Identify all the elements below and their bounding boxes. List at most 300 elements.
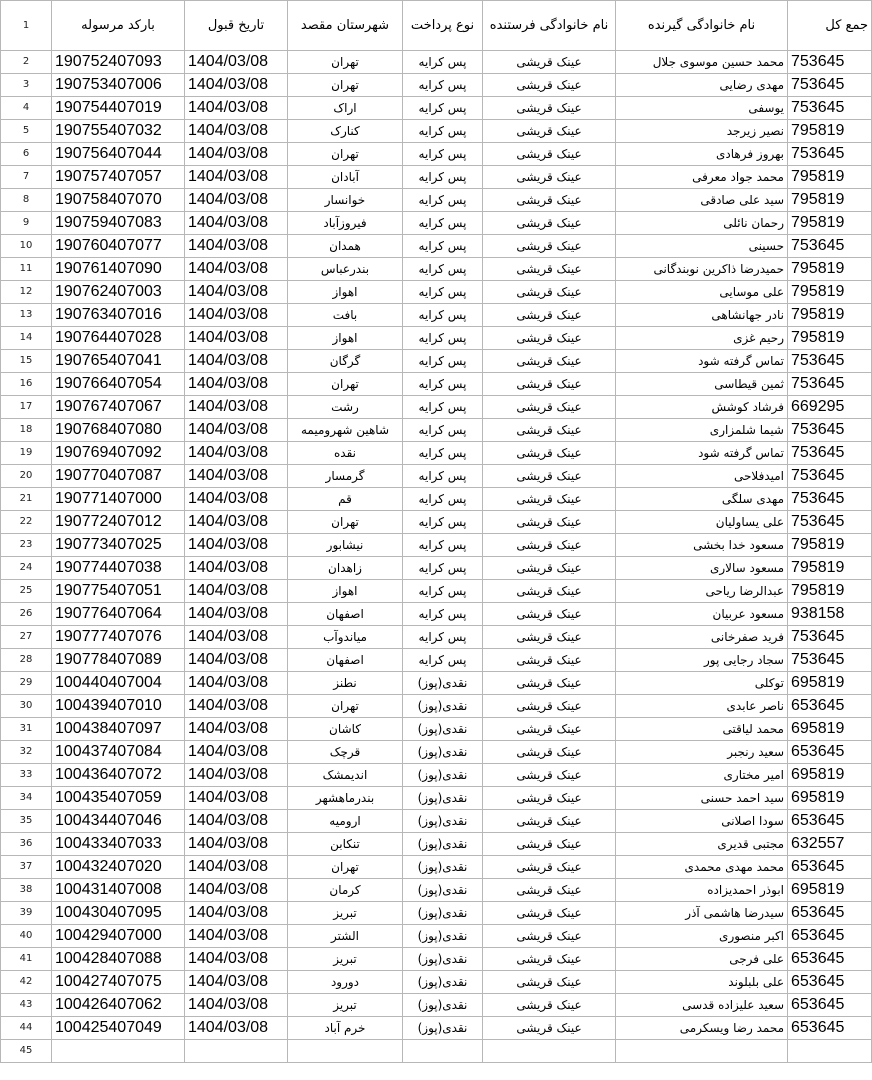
total-cell[interactable]: 695819 (788, 672, 872, 695)
sender-name-cell[interactable]: عینک قریشی (483, 1017, 616, 1040)
barcode-cell[interactable]: 190756407044 (52, 143, 185, 166)
destination-city-cell[interactable]: قرچک (288, 741, 403, 764)
accept-date-cell[interactable]: 1404/03/08 (185, 879, 288, 902)
barcode-cell[interactable]: 190775407051 (52, 580, 185, 603)
row-number-cell[interactable]: 22 (1, 511, 52, 534)
destination-city-cell[interactable]: میاندوآب (288, 626, 403, 649)
sender-name-cell[interactable]: عینک قریشی (483, 304, 616, 327)
receiver-name-cell[interactable]: امیر مختاری (616, 764, 788, 787)
total-cell[interactable]: 653645 (788, 971, 872, 994)
receiver-name-cell[interactable]: رحمان نائلی (616, 212, 788, 235)
total-cell[interactable]: 753645 (788, 626, 872, 649)
payment-type-cell[interactable]: نقدی(پوز) (403, 856, 483, 879)
row-number-cell[interactable]: 8 (1, 189, 52, 212)
accept-date-cell[interactable]: 1404/03/08 (185, 97, 288, 120)
sender-name-cell[interactable]: عینک قریشی (483, 281, 616, 304)
destination-city-cell[interactable]: گرگان (288, 350, 403, 373)
total-cell[interactable]: 795819 (788, 281, 872, 304)
total-cell[interactable]: 753645 (788, 74, 872, 97)
accept-date-cell[interactable]: 1404/03/08 (185, 626, 288, 649)
barcode-cell[interactable]: 190765407041 (52, 350, 185, 373)
destination-city-cell[interactable]: کاشان (288, 718, 403, 741)
payment-type-cell[interactable]: پس کرایه (403, 603, 483, 626)
total-cell[interactable]: 653645 (788, 902, 872, 925)
payment-type-cell[interactable]: نقدی(پوز) (403, 787, 483, 810)
row-number-cell[interactable]: 32 (1, 741, 52, 764)
receiver-name-cell[interactable]: علی یساولیان (616, 511, 788, 534)
payment-type-cell[interactable]: پس کرایه (403, 327, 483, 350)
barcode-cell[interactable]: 190770407087 (52, 465, 185, 488)
destination-city-cell[interactable]: کرمان (288, 879, 403, 902)
payment-type-cell[interactable]: پس کرایه (403, 626, 483, 649)
sender-name-cell[interactable]: عینک قریشی (483, 51, 616, 74)
receiver-name-cell[interactable]: علی فرجی (616, 948, 788, 971)
row-number-cell[interactable]: 30 (1, 695, 52, 718)
sender-name-cell[interactable]: عینک قریشی (483, 925, 616, 948)
header-barcode[interactable]: بارکد مرسوله (52, 1, 185, 51)
accept-date-cell[interactable]: 1404/03/08 (185, 764, 288, 787)
destination-city-cell[interactable]: خرم آباد (288, 1017, 403, 1040)
payment-type-cell[interactable]: نقدی(پوز) (403, 741, 483, 764)
total-cell[interactable]: 795819 (788, 304, 872, 327)
payment-type-cell[interactable]: پس کرایه (403, 373, 483, 396)
total-cell[interactable]: 695819 (788, 787, 872, 810)
destination-city-cell[interactable]: تهران (288, 511, 403, 534)
destination-city-cell[interactable]: همدان (288, 235, 403, 258)
sender-name-cell[interactable]: عینک قریشی (483, 212, 616, 235)
total-cell[interactable]: 795819 (788, 258, 872, 281)
receiver-name-cell[interactable]: عبدالرضا ریاحی (616, 580, 788, 603)
total-cell[interactable]: 795819 (788, 120, 872, 143)
total-cell[interactable]: 753645 (788, 51, 872, 74)
total-cell[interactable]: 695819 (788, 718, 872, 741)
receiver-name-cell[interactable]: سیدرضا هاشمی آذر (616, 902, 788, 925)
sender-name-cell[interactable]: عینک قریشی (483, 235, 616, 258)
destination-city-cell[interactable]: نقده (288, 442, 403, 465)
barcode-cell[interactable]: 190763407016 (52, 304, 185, 327)
barcode-cell[interactable]: 190776407064 (52, 603, 185, 626)
barcode-cell[interactable]: 100432407020 (52, 856, 185, 879)
row-number-cell[interactable]: 20 (1, 465, 52, 488)
receiver-name-cell[interactable]: یوسفی (616, 97, 788, 120)
receiver-name-cell[interactable]: سید علی صادقی (616, 189, 788, 212)
payment-type-cell[interactable]: پس کرایه (403, 120, 483, 143)
row-number-cell[interactable]: 16 (1, 373, 52, 396)
accept-date-cell[interactable]: 1404/03/08 (185, 465, 288, 488)
receiver-name-cell[interactable]: علی بلبلوند (616, 971, 788, 994)
barcode-cell[interactable]: 190768407080 (52, 419, 185, 442)
payment-type-cell[interactable]: نقدی(پوز) (403, 672, 483, 695)
destination-city-cell[interactable]: تنکابن (288, 833, 403, 856)
accept-date-cell[interactable]: 1404/03/08 (185, 994, 288, 1017)
payment-type-cell[interactable]: پس کرایه (403, 649, 483, 672)
sender-name-cell[interactable]: عینک قریشی (483, 557, 616, 580)
barcode-cell[interactable]: 100429407000 (52, 925, 185, 948)
empty-cell[interactable] (52, 1040, 185, 1063)
accept-date-cell[interactable]: 1404/03/08 (185, 235, 288, 258)
destination-city-cell[interactable]: نیشابور (288, 534, 403, 557)
payment-type-cell[interactable]: پس کرایه (403, 97, 483, 120)
row-number-cell[interactable]: 25 (1, 580, 52, 603)
barcode-cell[interactable]: 190774407038 (52, 557, 185, 580)
destination-city-cell[interactable]: اهواز (288, 327, 403, 350)
total-cell[interactable]: 669295 (788, 396, 872, 419)
sender-name-cell[interactable]: عینک قریشی (483, 373, 616, 396)
total-cell[interactable]: 795819 (788, 189, 872, 212)
accept-date-cell[interactable]: 1404/03/08 (185, 419, 288, 442)
barcode-cell[interactable]: 100437407084 (52, 741, 185, 764)
destination-city-cell[interactable]: تهران (288, 143, 403, 166)
sender-name-cell[interactable]: عینک قریشی (483, 166, 616, 189)
empty-cell[interactable] (185, 1040, 288, 1063)
destination-city-cell[interactable]: تهران (288, 373, 403, 396)
accept-date-cell[interactable]: 1404/03/08 (185, 143, 288, 166)
row-number-cell[interactable]: 40 (1, 925, 52, 948)
accept-date-cell[interactable]: 1404/03/08 (185, 718, 288, 741)
receiver-name-cell[interactable]: سودا اصلانی (616, 810, 788, 833)
sender-name-cell[interactable]: عینک قریشی (483, 350, 616, 373)
destination-city-cell[interactable]: بندرعباس (288, 258, 403, 281)
payment-type-cell[interactable]: نقدی(پوز) (403, 833, 483, 856)
sender-name-cell[interactable]: عینک قریشی (483, 833, 616, 856)
barcode-cell[interactable]: 190769407092 (52, 442, 185, 465)
accept-date-cell[interactable]: 1404/03/08 (185, 1017, 288, 1040)
accept-date-cell[interactable]: 1404/03/08 (185, 948, 288, 971)
accept-date-cell[interactable]: 1404/03/08 (185, 787, 288, 810)
receiver-name-cell[interactable]: مسعود سالاری (616, 557, 788, 580)
receiver-name-cell[interactable]: مسعود عربیان (616, 603, 788, 626)
accept-date-cell[interactable]: 1404/03/08 (185, 741, 288, 764)
total-cell[interactable]: 653645 (788, 994, 872, 1017)
payment-type-cell[interactable]: پس کرایه (403, 488, 483, 511)
payment-type-cell[interactable]: پس کرایه (403, 235, 483, 258)
total-cell[interactable]: 753645 (788, 511, 872, 534)
sender-name-cell[interactable]: عینک قریشی (483, 327, 616, 350)
row-number-cell[interactable]: 18 (1, 419, 52, 442)
accept-date-cell[interactable]: 1404/03/08 (185, 511, 288, 534)
row-number-cell[interactable]: 14 (1, 327, 52, 350)
accept-date-cell[interactable]: 1404/03/08 (185, 281, 288, 304)
payment-type-cell[interactable]: پس کرایه (403, 212, 483, 235)
accept-date-cell[interactable]: 1404/03/08 (185, 189, 288, 212)
barcode-cell[interactable]: 190758407070 (52, 189, 185, 212)
row-number-cell[interactable]: 24 (1, 557, 52, 580)
sender-name-cell[interactable]: عینک قریشی (483, 534, 616, 557)
payment-type-cell[interactable]: نقدی(پوز) (403, 971, 483, 994)
row-number-cell[interactable]: 12 (1, 281, 52, 304)
row-number-cell[interactable]: 10 (1, 235, 52, 258)
payment-type-cell[interactable]: نقدی(پوز) (403, 925, 483, 948)
barcode-cell[interactable]: 190754407019 (52, 97, 185, 120)
row-number-cell[interactable]: 15 (1, 350, 52, 373)
barcode-cell[interactable]: 100431407008 (52, 879, 185, 902)
barcode-cell[interactable]: 100434407046 (52, 810, 185, 833)
sender-name-cell[interactable]: عینک قریشی (483, 396, 616, 419)
accept-date-cell[interactable]: 1404/03/08 (185, 971, 288, 994)
destination-city-cell[interactable]: قم (288, 488, 403, 511)
payment-type-cell[interactable]: پس کرایه (403, 557, 483, 580)
total-cell[interactable]: 753645 (788, 649, 872, 672)
payment-type-cell[interactable]: پس کرایه (403, 166, 483, 189)
barcode-cell[interactable]: 100428407088 (52, 948, 185, 971)
row-number-cell[interactable]: 31 (1, 718, 52, 741)
row-number-cell[interactable]: 13 (1, 304, 52, 327)
receiver-name-cell[interactable]: تماس گرفته شود (616, 442, 788, 465)
destination-city-cell[interactable]: تهران (288, 51, 403, 74)
total-cell[interactable]: 753645 (788, 442, 872, 465)
barcode-cell[interactable]: 190771407000 (52, 488, 185, 511)
empty-cell[interactable] (403, 1040, 483, 1063)
payment-type-cell[interactable]: پس کرایه (403, 74, 483, 97)
sender-name-cell[interactable]: عینک قریشی (483, 626, 616, 649)
barcode-cell[interactable]: 100427407075 (52, 971, 185, 994)
total-cell[interactable]: 938158 (788, 603, 872, 626)
barcode-cell[interactable]: 190772407012 (52, 511, 185, 534)
row-number-cell[interactable]: 29 (1, 672, 52, 695)
accept-date-cell[interactable]: 1404/03/08 (185, 902, 288, 925)
payment-type-cell[interactable]: پس کرایه (403, 534, 483, 557)
sender-name-cell[interactable]: عینک قریشی (483, 649, 616, 672)
sender-name-cell[interactable]: عینک قریشی (483, 810, 616, 833)
accept-date-cell[interactable]: 1404/03/08 (185, 672, 288, 695)
row-number-cell[interactable]: 23 (1, 534, 52, 557)
destination-city-cell[interactable]: اندیمشک (288, 764, 403, 787)
payment-type-cell[interactable]: نقدی(پوز) (403, 695, 483, 718)
header-receiver-name[interactable]: نام خانوادگی گیرنده (616, 1, 788, 51)
destination-city-cell[interactable]: تهران (288, 695, 403, 718)
row-number-cell[interactable]: 44 (1, 1017, 52, 1040)
accept-date-cell[interactable]: 1404/03/08 (185, 120, 288, 143)
receiver-name-cell[interactable]: محمد رضا ویسکرمی (616, 1017, 788, 1040)
receiver-name-cell[interactable]: فرید صفرخانی (616, 626, 788, 649)
destination-city-cell[interactable]: اهواز (288, 580, 403, 603)
destination-city-cell[interactable]: شاهین شهروميمه (288, 419, 403, 442)
row-number-cell[interactable]: 28 (1, 649, 52, 672)
receiver-name-cell[interactable]: فرشاد کوشش (616, 396, 788, 419)
header-payment-type[interactable]: نوع پرداخت (403, 1, 483, 51)
destination-city-cell[interactable]: بندرماهشهر (288, 787, 403, 810)
total-cell[interactable]: 695819 (788, 879, 872, 902)
barcode-cell[interactable]: 190777407076 (52, 626, 185, 649)
accept-date-cell[interactable]: 1404/03/08 (185, 925, 288, 948)
accept-date-cell[interactable]: 1404/03/08 (185, 580, 288, 603)
barcode-cell[interactable]: 100436407072 (52, 764, 185, 787)
sender-name-cell[interactable]: عینک قریشی (483, 764, 616, 787)
total-cell[interactable]: 795819 (788, 534, 872, 557)
accept-date-cell[interactable]: 1404/03/08 (185, 74, 288, 97)
sender-name-cell[interactable]: عینک قریشی (483, 189, 616, 212)
total-cell[interactable]: 653645 (788, 741, 872, 764)
total-cell[interactable]: 795819 (788, 212, 872, 235)
receiver-name-cell[interactable]: سید احمد حسنی (616, 787, 788, 810)
accept-date-cell[interactable]: 1404/03/08 (185, 856, 288, 879)
destination-city-cell[interactable]: ارومیه (288, 810, 403, 833)
receiver-name-cell[interactable]: شیما شلمزاری (616, 419, 788, 442)
total-cell[interactable]: 795819 (788, 580, 872, 603)
total-cell[interactable]: 753645 (788, 465, 872, 488)
header-accept-date[interactable]: تاریخ قبول (185, 1, 288, 51)
sender-name-cell[interactable]: عینک قریشی (483, 902, 616, 925)
row-number-cell[interactable]: 2 (1, 51, 52, 74)
total-cell[interactable]: 653645 (788, 856, 872, 879)
payment-type-cell[interactable]: پس کرایه (403, 419, 483, 442)
receiver-name-cell[interactable]: ثمین قیطاسی (616, 373, 788, 396)
payment-type-cell[interactable]: پس کرایه (403, 304, 483, 327)
row-number-cell[interactable]: 26 (1, 603, 52, 626)
receiver-name-cell[interactable]: حسینی (616, 235, 788, 258)
accept-date-cell[interactable]: 1404/03/08 (185, 695, 288, 718)
receiver-name-cell[interactable]: ابوذر احمدیزاده (616, 879, 788, 902)
payment-type-cell[interactable]: نقدی(پوز) (403, 994, 483, 1017)
total-cell[interactable]: 632557 (788, 833, 872, 856)
row-number-cell[interactable]: 21 (1, 488, 52, 511)
accept-date-cell[interactable]: 1404/03/08 (185, 833, 288, 856)
sender-name-cell[interactable]: عینک قریشی (483, 442, 616, 465)
row-number-cell[interactable]: 9 (1, 212, 52, 235)
destination-city-cell[interactable]: اصفهان (288, 649, 403, 672)
row-number-cell[interactable]: 7 (1, 166, 52, 189)
barcode-cell[interactable]: 190759407083 (52, 212, 185, 235)
receiver-name-cell[interactable]: امیدفلاحی (616, 465, 788, 488)
sender-name-cell[interactable]: عینک قریشی (483, 879, 616, 902)
receiver-name-cell[interactable]: محمد مهدی محمدی (616, 856, 788, 879)
destination-city-cell[interactable]: اصفهان (288, 603, 403, 626)
row-number-cell[interactable]: 43 (1, 994, 52, 1017)
receiver-name-cell[interactable]: مجتبی قدیری (616, 833, 788, 856)
total-cell[interactable]: 753645 (788, 235, 872, 258)
payment-type-cell[interactable]: پس کرایه (403, 143, 483, 166)
payment-type-cell[interactable]: پس کرایه (403, 281, 483, 304)
receiver-name-cell[interactable]: رحیم غزی (616, 327, 788, 350)
accept-date-cell[interactable]: 1404/03/08 (185, 396, 288, 419)
barcode-cell[interactable]: 100426407062 (52, 994, 185, 1017)
row-number-cell[interactable]: 35 (1, 810, 52, 833)
receiver-name-cell[interactable]: نادر جهانشاهی (616, 304, 788, 327)
total-cell[interactable]: 795819 (788, 166, 872, 189)
total-cell[interactable]: 753645 (788, 488, 872, 511)
barcode-cell[interactable]: 190753407006 (52, 74, 185, 97)
accept-date-cell[interactable]: 1404/03/08 (185, 557, 288, 580)
receiver-name-cell[interactable]: سجاد رجایی پور (616, 649, 788, 672)
payment-type-cell[interactable]: نقدی(پوز) (403, 810, 483, 833)
sender-name-cell[interactable]: عینک قریشی (483, 741, 616, 764)
destination-city-cell[interactable]: تهران (288, 74, 403, 97)
receiver-name-cell[interactable]: حمیدرضا ذاکرین نوبندگانی (616, 258, 788, 281)
sender-name-cell[interactable]: عینک قریشی (483, 994, 616, 1017)
row-number-cell[interactable]: 36 (1, 833, 52, 856)
row-number-cell[interactable]: 34 (1, 787, 52, 810)
row-number-cell[interactable]: 41 (1, 948, 52, 971)
total-cell[interactable]: 653645 (788, 1017, 872, 1040)
sender-name-cell[interactable]: عینک قریشی (483, 695, 616, 718)
sender-name-cell[interactable]: عینک قریشی (483, 580, 616, 603)
barcode-cell[interactable]: 190764407028 (52, 327, 185, 350)
receiver-name-cell[interactable]: توکلی (616, 672, 788, 695)
sender-name-cell[interactable]: عینک قریشی (483, 258, 616, 281)
receiver-name-cell[interactable]: اکبر منصوری (616, 925, 788, 948)
row-number-cell[interactable]: 42 (1, 971, 52, 994)
total-cell[interactable]: 653645 (788, 925, 872, 948)
sender-name-cell[interactable]: عینک قریشی (483, 948, 616, 971)
payment-type-cell[interactable]: نقدی(پوز) (403, 1017, 483, 1040)
receiver-name-cell[interactable]: محمد جواد معرفی (616, 166, 788, 189)
header-destination-city[interactable]: شهرستان مقصد (288, 1, 403, 51)
row-number-cell[interactable]: 19 (1, 442, 52, 465)
destination-city-cell[interactable]: تبریز (288, 948, 403, 971)
row-number-cell[interactable]: 17 (1, 396, 52, 419)
sender-name-cell[interactable]: عینک قریشی (483, 672, 616, 695)
barcode-cell[interactable]: 190755407032 (52, 120, 185, 143)
payment-type-cell[interactable]: نقدی(پوز) (403, 879, 483, 902)
empty-cell[interactable] (483, 1040, 616, 1063)
total-cell[interactable]: 753645 (788, 419, 872, 442)
barcode-cell[interactable]: 100438407097 (52, 718, 185, 741)
payment-type-cell[interactable]: نقدی(پوز) (403, 902, 483, 925)
barcode-cell[interactable]: 190762407003 (52, 281, 185, 304)
barcode-cell[interactable]: 190761407090 (52, 258, 185, 281)
sender-name-cell[interactable]: عینک قریشی (483, 787, 616, 810)
payment-type-cell[interactable]: پس کرایه (403, 580, 483, 603)
accept-date-cell[interactable]: 1404/03/08 (185, 442, 288, 465)
payment-type-cell[interactable]: پس کرایه (403, 189, 483, 212)
receiver-name-cell[interactable]: سعید علیزاده قدسی (616, 994, 788, 1017)
total-cell[interactable]: 653645 (788, 810, 872, 833)
receiver-name-cell[interactable]: محمد حسین موسوی جلال (616, 51, 788, 74)
receiver-name-cell[interactable]: محمد لیاقتی (616, 718, 788, 741)
destination-city-cell[interactable]: زاهدان (288, 557, 403, 580)
barcode-cell[interactable]: 100425407049 (52, 1017, 185, 1040)
row-number-cell[interactable]: 45 (1, 1040, 52, 1063)
row-number-cell[interactable]: 38 (1, 879, 52, 902)
barcode-cell[interactable]: 100430407095 (52, 902, 185, 925)
header-total[interactable]: جمع کل (788, 1, 872, 51)
sender-name-cell[interactable]: عینک قریشی (483, 120, 616, 143)
payment-type-cell[interactable]: پس کرایه (403, 465, 483, 488)
sender-name-cell[interactable]: عینک قریشی (483, 143, 616, 166)
destination-city-cell[interactable]: بافت (288, 304, 403, 327)
destination-city-cell[interactable]: کنارک (288, 120, 403, 143)
sender-name-cell[interactable]: عینک قریشی (483, 465, 616, 488)
receiver-name-cell[interactable]: بهروز فرهادی (616, 143, 788, 166)
empty-cell[interactable] (616, 1040, 788, 1063)
payment-type-cell[interactable]: پس کرایه (403, 396, 483, 419)
barcode-cell[interactable]: 100440407004 (52, 672, 185, 695)
receiver-name-cell[interactable]: علی موسایی (616, 281, 788, 304)
barcode-cell[interactable]: 190760407077 (52, 235, 185, 258)
destination-city-cell[interactable]: اهواز (288, 281, 403, 304)
accept-date-cell[interactable]: 1404/03/08 (185, 603, 288, 626)
accept-date-cell[interactable]: 1404/03/08 (185, 51, 288, 74)
destination-city-cell[interactable]: اراک (288, 97, 403, 120)
receiver-name-cell[interactable]: سعید رنجبر (616, 741, 788, 764)
row-number-cell[interactable]: 4 (1, 97, 52, 120)
receiver-name-cell[interactable]: نصیر زیرجد (616, 120, 788, 143)
total-cell[interactable]: 653645 (788, 948, 872, 971)
row-number-cell[interactable]: 37 (1, 856, 52, 879)
accept-date-cell[interactable]: 1404/03/08 (185, 373, 288, 396)
destination-city-cell[interactable]: رشت (288, 396, 403, 419)
accept-date-cell[interactable]: 1404/03/08 (185, 488, 288, 511)
barcode-cell[interactable]: 190778407089 (52, 649, 185, 672)
header-sender-name[interactable]: نام خانوادگی فرستنده (483, 1, 616, 51)
payment-type-cell[interactable]: پس کرایه (403, 258, 483, 281)
accept-date-cell[interactable]: 1404/03/08 (185, 166, 288, 189)
sender-name-cell[interactable]: عینک قریشی (483, 856, 616, 879)
sender-name-cell[interactable]: عینک قریشی (483, 97, 616, 120)
destination-city-cell[interactable]: گرمسار (288, 465, 403, 488)
row-number-cell[interactable]: 1 (1, 1, 52, 51)
barcode-cell[interactable]: 190752407093 (52, 51, 185, 74)
